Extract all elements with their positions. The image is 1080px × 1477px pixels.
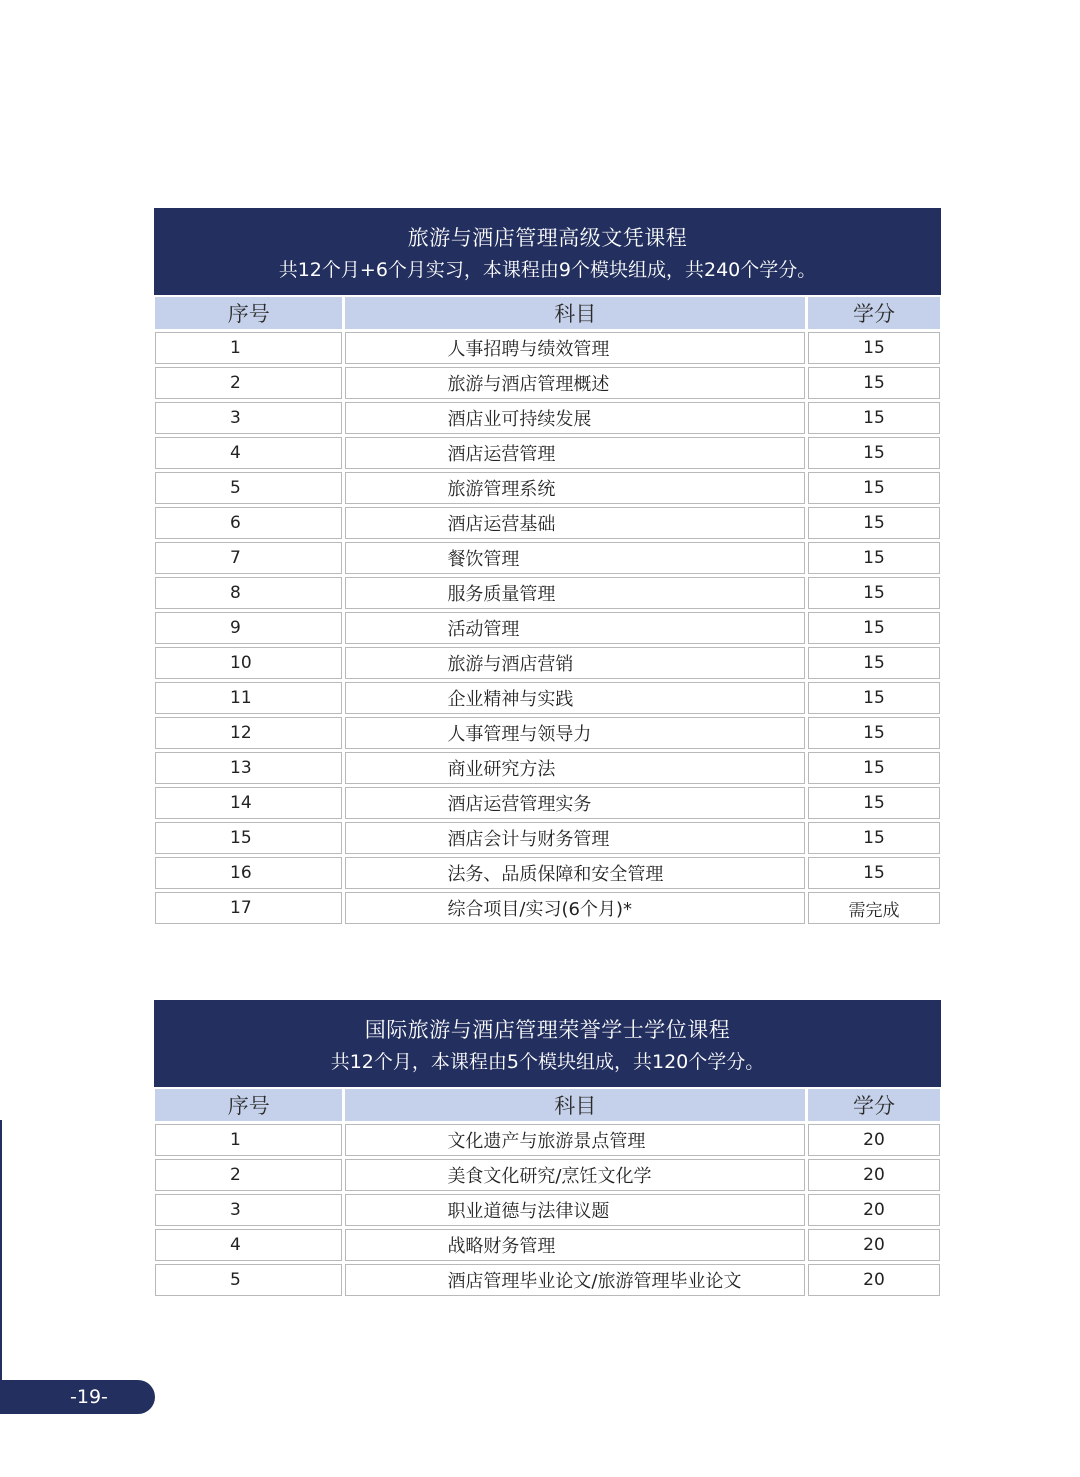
cell-subject: 酒店管理毕业论文/旅游管理毕业论文 (345, 1264, 805, 1296)
cell-credit: 20 (808, 1194, 940, 1226)
cell-number: 17 (155, 892, 342, 924)
table-row (155, 577, 940, 609)
cell-credit: 15 (808, 682, 940, 714)
cell-credit: 15 (808, 787, 940, 819)
course-table (152, 1086, 943, 1299)
header-credit: 学分 (808, 1089, 940, 1121)
cell-subject: 活动管理 (345, 612, 805, 644)
table-row (155, 437, 940, 469)
cell-credit: 20 (808, 1124, 940, 1156)
table-header-row (155, 297, 940, 329)
cell-subject: 人事管理与领导力 (345, 717, 805, 749)
cell-credit: 20 (808, 1159, 940, 1191)
table-row (155, 717, 940, 749)
table-row (155, 857, 940, 889)
cell-subject: 企业精神与实践 (345, 682, 805, 714)
cell-credit: 15 (808, 752, 940, 784)
cell-credit: 15 (808, 332, 940, 364)
table-row (155, 402, 940, 434)
table-row (155, 367, 940, 399)
cell-subject: 酒店运营基础 (345, 507, 805, 539)
table-header-row (155, 1089, 940, 1121)
cell-subject: 战略财务管理 (345, 1229, 805, 1261)
header-subject: 科目 (345, 1089, 805, 1121)
program-banner (154, 1000, 941, 1087)
program-block-bachelor (154, 1000, 941, 1299)
cell-number: 9 (155, 612, 342, 644)
cell-credit: 15 (808, 857, 940, 889)
cell-subject: 人事招聘与绩效管理 (345, 332, 805, 364)
table-row (155, 507, 940, 539)
cell-credit: 20 (808, 1264, 940, 1296)
cell-subject: 酒店业可持续发展 (345, 402, 805, 434)
table-row (155, 647, 940, 679)
cell-number: 1 (155, 1124, 342, 1156)
cell-credit: 15 (808, 542, 940, 574)
cell-subject: 综合项目/实习(6个月)* (345, 892, 805, 924)
cell-subject: 餐饮管理 (345, 542, 805, 574)
header-subject: 科目 (345, 297, 805, 329)
cell-credit: 15 (808, 367, 940, 399)
cell-number: 5 (155, 472, 342, 504)
cell-credit: 15 (808, 717, 940, 749)
cell-subject: 文化遗产与旅游景点管理 (345, 1124, 805, 1156)
table-row (155, 472, 940, 504)
table-row (155, 787, 940, 819)
cell-number: 2 (155, 1159, 342, 1191)
cell-credit: 15 (808, 402, 940, 434)
program-banner (154, 208, 941, 295)
cell-number: 7 (155, 542, 342, 574)
cell-subject: 旅游管理系统 (345, 472, 805, 504)
header-number: 序号 (155, 1089, 342, 1121)
table-row (155, 1229, 940, 1261)
cell-credit: 15 (808, 647, 940, 679)
table-row (155, 752, 940, 784)
cell-subject: 服务质量管理 (345, 577, 805, 609)
cell-number: 3 (155, 1194, 342, 1226)
cell-number: 1 (155, 332, 342, 364)
page-number: -19- (0, 1380, 155, 1414)
table-row (155, 332, 940, 364)
cell-credit: 需完成 (808, 892, 940, 924)
cell-number: 10 (155, 647, 342, 679)
cell-subject: 法务、品质保障和安全管理 (345, 857, 805, 889)
cell-credit: 15 (808, 472, 940, 504)
program-block-diploma (154, 208, 941, 927)
table-row (155, 612, 940, 644)
cell-number: 4 (155, 1229, 342, 1261)
cell-subject: 酒店运营管理 (345, 437, 805, 469)
table-row (155, 1159, 940, 1191)
cell-subject: 美食文化研究/烹饪文化学 (345, 1159, 805, 1191)
cell-subject: 职业道德与法律议题 (345, 1194, 805, 1226)
program-title: 旅游与酒店管理高级文凭课程 (407, 226, 688, 250)
cell-number: 8 (155, 577, 342, 609)
page-edge-bar (0, 1120, 2, 1380)
course-table (152, 294, 943, 927)
cell-credit: 15 (808, 612, 940, 644)
cell-number: 11 (155, 682, 342, 714)
table-row (155, 682, 940, 714)
cell-subject: 旅游与酒店营销 (345, 647, 805, 679)
table-row (155, 892, 940, 924)
cell-subject: 商业研究方法 (345, 752, 805, 784)
cell-number: 2 (155, 367, 342, 399)
header-number: 序号 (155, 297, 342, 329)
cell-subject: 旅游与酒店管理概述 (345, 367, 805, 399)
cell-number: 13 (155, 752, 342, 784)
cell-number: 5 (155, 1264, 342, 1296)
cell-number: 6 (155, 507, 342, 539)
cell-number: 15 (155, 822, 342, 854)
cell-number: 3 (155, 402, 342, 434)
cell-number: 12 (155, 717, 342, 749)
program-subtitle: 共12个月+6个月实习，本课程由9个模块组成，共240个学分。 (278, 259, 817, 281)
cell-subject: 酒店会计与财务管理 (345, 822, 805, 854)
cell-credit: 15 (808, 437, 940, 469)
cell-credit: 20 (808, 1229, 940, 1261)
program-subtitle: 共12个月，本课程由5个模块组成，共120个学分。 (330, 1051, 765, 1073)
cell-credit: 15 (808, 577, 940, 609)
table-row (155, 1124, 940, 1156)
table-row (155, 822, 940, 854)
table-row (155, 1194, 940, 1226)
cell-credit: 15 (808, 822, 940, 854)
program-title: 国际旅游与酒店管理荣誉学士学位课程 (364, 1018, 731, 1042)
table-row (155, 1264, 940, 1296)
header-credit: 学分 (808, 297, 940, 329)
table-row (155, 542, 940, 574)
cell-number: 16 (155, 857, 342, 889)
cell-number: 14 (155, 787, 342, 819)
cell-number: 4 (155, 437, 342, 469)
cell-subject: 酒店运营管理实务 (345, 787, 805, 819)
cell-credit: 15 (808, 507, 940, 539)
